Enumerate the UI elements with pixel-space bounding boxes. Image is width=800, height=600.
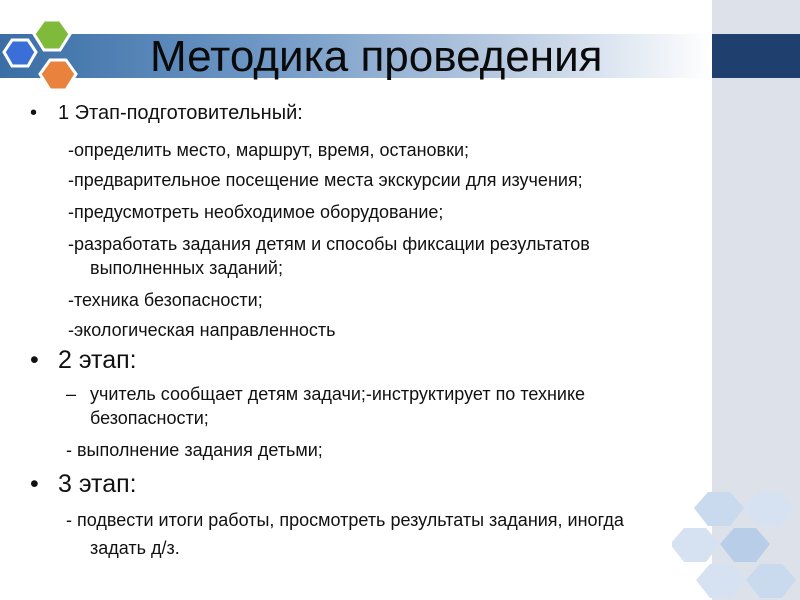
dash-marker: –: [66, 384, 77, 404]
bullet-stage-2: •: [30, 346, 39, 374]
list-item: -экологическая направленность: [68, 320, 336, 340]
hexagon-pattern-icon: [672, 488, 800, 600]
hexagon-orange: [40, 60, 76, 90]
list-item: -определить место, маршрут, время, остановки;: [68, 140, 470, 160]
hexagon-green: [34, 20, 70, 50]
list-item: -предварительное посещение места экскурсии для изучения;: [68, 170, 583, 190]
list-item: выполненных заданий;: [90, 258, 283, 278]
title-bar-accent: [712, 34, 800, 78]
stage-2-heading: 2 этап:: [58, 346, 137, 374]
list-item: - выполнение задания детьми;: [66, 440, 323, 460]
list-item: -разработать задания детям и способы фиксации результатов: [68, 234, 590, 254]
bullet-stage-3: •: [30, 470, 39, 498]
list-item: задать д/з.: [90, 538, 180, 558]
list-item: - подвести итоги работы, просмотреть результаты задания, иногда: [66, 510, 624, 530]
list-item: -техника безопасности;: [68, 290, 263, 310]
bullet-stage-1: •: [30, 102, 38, 124]
list-item: -предусмотреть необходимое оборудование;: [68, 202, 444, 222]
page-title: Методика проведения: [150, 32, 603, 81]
stage-1-heading: 1 Этап-подготовительный:: [58, 102, 303, 124]
list-item: безопасности;: [90, 408, 209, 428]
hexagon-logo-icon: [0, 14, 100, 94]
stage-3-heading: 3 этап:: [58, 470, 137, 498]
hexagon-blue: [4, 40, 36, 66]
list-item: учитель сообщает детям задачи;-инструктирует по технике: [90, 384, 586, 404]
